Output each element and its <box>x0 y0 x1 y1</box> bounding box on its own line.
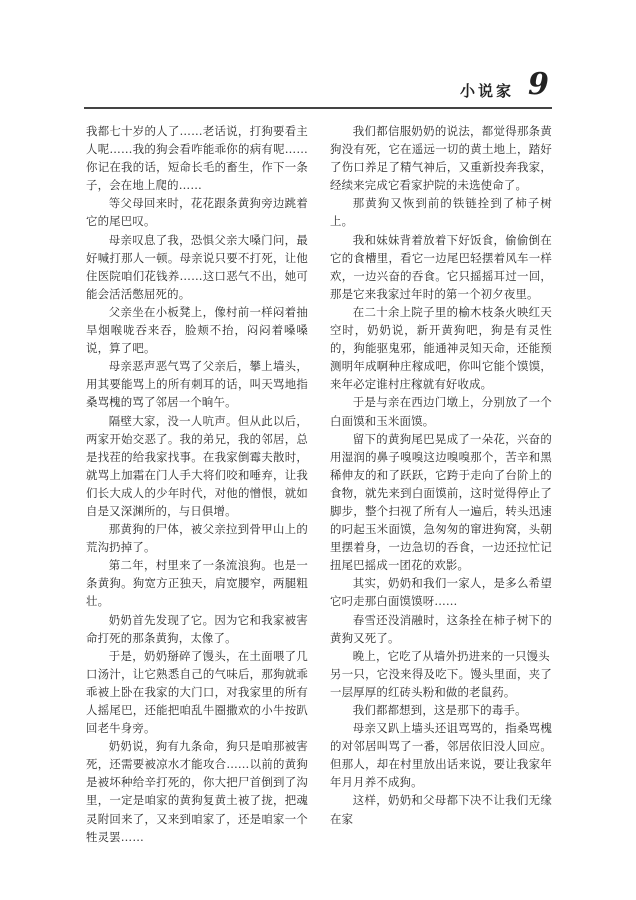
paragraph: 春雪还没消融时，这条拴在柿子树下的黄狗又死了。 <box>330 612 552 645</box>
paragraph: 母亲恶声恶气骂了父亲后，攀上墙头，用其要能骂上的所有刺耳的话，叫天骂地指桑骂槐的骂了邻居一个晌午。 <box>86 359 308 410</box>
paragraph: 母亲又趴上墙头还诅骂骂的，指桑骂槐的对邻居叫骂了一番，邻居依旧没人回应。但那人，却在村里放出话来说，要让我家年年月月养不成狗。 <box>330 721 552 790</box>
paragraph: 这样，奶奶和父母都下决不让我们无缘在家 <box>330 793 552 826</box>
paragraph: 晚上，它吃了从墙外扔进来的一只馒头 <box>352 648 550 663</box>
left-text-column <box>86 122 308 892</box>
paragraph: 我们都都想到，这是那下的毒手。 <box>352 703 527 717</box>
paragraph: 另一只，它没来得及吃下。馒头里面，夹了一层厚厚的红砖头粉和做的老鼠药。 <box>330 666 552 699</box>
paragraph: 于是与亲在西边门墩上，分别放了一个白面馍和玉米面馍。 <box>330 395 552 428</box>
page-number: 9 <box>528 67 549 102</box>
right-text-column <box>330 122 552 892</box>
paragraph: 在二十余上院子里的榆木枝条火映红天空时，奶奶说，新开黄狗吧，狗是有灵性的，狗能驱鬼邪，能通神灵知天命，还能预测明年成啊种庄稼成吧，你叫它能个馍馍，来年必定谁村庄稼就有好收成。 <box>330 304 552 392</box>
paragraph: 我们都信服奶奶的说法，都觉得那条黄狗没有死，它在遥远一切的黄土地上，踏好了伤口养足了精气神后，又重新投奔我家，经续来完成它看家护院的未选使命了。 <box>330 124 552 193</box>
paragraph: 留下的黄狗尾巴晃成了一朵花，兴奋的用湿润的鼻子嗅嗅这边嗅嗅那个，苦辛和黑稀伸友的和了跃跃，它跨于走向了台阶上的食物，就先来到白面馍前，这时觉得停止了脚步，整个扫视了所有人一遍后，转头迅速的叼起玉米面馍，急匆匆的窜进狗窝，头朝里摆着身，一边急切的吞食，一边还拉忙记扭尾巴摇成一团花的欢影。 <box>330 431 552 573</box>
header-rule <box>84 107 552 109</box>
paragraph: 那黄狗又恢到前的铁链拴到了柿子树上。 <box>330 196 552 229</box>
paragraph: 其实，奶奶和我们一家人，是多么希望它叼走那白面馍馍呀…… <box>330 576 552 609</box>
paragraph: 我和妹妹背着放着下好饭食，偷偷倒在它的食槽里，看它一边尾巴轻摆着风车一样欢，一边兴奋的吞食。它只摇摇耳过一回，那是它来我家过年时的第一个初夕夜里。 <box>330 232 552 301</box>
paragraph: 那黄狗的尸体，被父亲拉到骨甲山上的荒沟扔掉了。 <box>86 522 308 555</box>
paragraph: 父亲坐在小板凳上，像村前一样闷着抽旱烟喉咙吞来吞，脸颊不抬，闷闷着嗓嗓说，算了吧。 <box>86 304 308 356</box>
paragraph: 隔壁大家，没一人吭声。但从此以后，两家开始交恶了。我的弟兄，我的邻居，总是找茬的给我家找事。在我家倒霉夫散时，就骂上加霜在门人手大将们咬和唾弃，让我们长大成人的少年时代，对他的憎恨，就如自是又深渊所的，与日俱增。 <box>86 413 308 518</box>
paragraph: 奶奶首先发现了它。因为它和我家被害命打死的那条黄狗，太像了。 <box>86 612 308 645</box>
page-header <box>0 0 636 120</box>
paragraph: 我都七十岁的人了……老话说，打狗要看主人呢……我的狗会看咋能乖你的病有呢……你记在我的话，短命长毛的畜生，作下一条子，会在地上爬的…… <box>86 124 308 193</box>
paragraph: 第二年，村里来了一条流浪狗。也是一条黄狗。狗宽方正独天，肩宽腰窄，两腿粗壮。 <box>86 558 308 609</box>
paragraph: 奶奶说，狗有九条命，狗只是咱那被害死，还需要被凉水才能攻合……以前的黄狗是被坏种给辛打死的，你大把尸首倒到了沟里，一定是咱家的黄狗复黄土被了拢，把魂灵附回来了，又来到咱家了，还是咱家一个牲灵罢…… <box>86 739 308 844</box>
paragraph: 等父母回来时，花花跟条黄狗旁边跳着它的尾巴叹。 <box>86 196 308 229</box>
magazine-title: 小说家 <box>460 82 515 100</box>
paragraph: 母亲叹息了我，恐惧父亲大嗓门问，最好喊打那人一顿。母亲说只要不打死，让他住医院咱们花钱养……这口恶气不出，她可能会活活憋屈死的。 <box>86 232 308 301</box>
paragraph: 于是，奶奶掰碎了馒头，在土面喂了几口汤汁，让它熟悉自己的气味后，那狗就乖乖被上卧在我家的大门口，对我家里的所有人摇尾巴，还能把咱乱牛圈撒欢的小牛按趴回老牛身旁。 <box>86 648 308 736</box>
